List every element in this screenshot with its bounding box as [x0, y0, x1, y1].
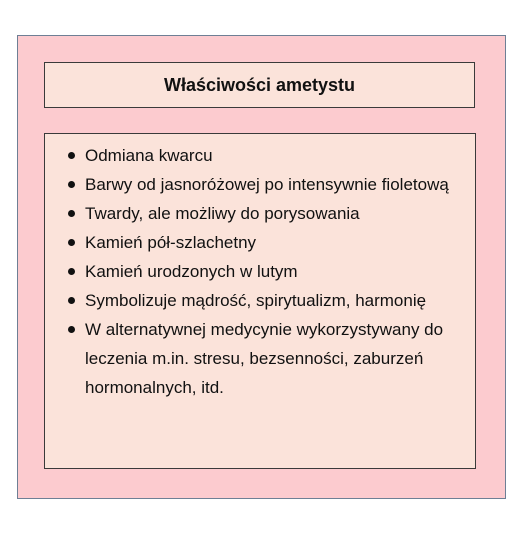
bullet-icon	[68, 268, 75, 275]
list-item	[45, 286, 475, 315]
list-item	[45, 170, 475, 199]
list-item	[45, 228, 475, 257]
list-item	[45, 257, 475, 286]
list-item-text: Symbolizuje mądrość, spirytualizm, harmonię	[85, 291, 427, 310]
list-item-text: Kamień urodzonych w lutym	[85, 262, 298, 281]
title-box	[44, 62, 475, 108]
list-item	[45, 141, 475, 170]
list-item	[45, 315, 475, 402]
list-item-text: Kamień pół-szlachetny	[85, 233, 257, 252]
card-title: Właściwości ametystu	[163, 74, 356, 95]
list-item-text: Odmiana kwarcu	[85, 146, 213, 165]
list-item-text: Barwy od jasnoróżowej po intensywnie fioletową	[85, 175, 449, 194]
properties-box	[44, 133, 476, 469]
properties-list	[45, 134, 475, 402]
bullet-icon	[68, 181, 75, 188]
list-item	[45, 199, 475, 228]
list-item-text: Twardy, ale możliwy do porysowania	[85, 204, 360, 223]
bullet-icon	[68, 297, 75, 304]
bullet-icon	[68, 210, 75, 217]
list-item-text: W alternatywnej medycynie wykorzystywany do leczenia m.in. stresu, bezsenności, zaburzeń hormonalnych, itd.	[85, 320, 444, 397]
bullet-icon	[68, 152, 75, 159]
bullet-icon	[68, 239, 75, 246]
bullet-icon	[68, 326, 75, 333]
